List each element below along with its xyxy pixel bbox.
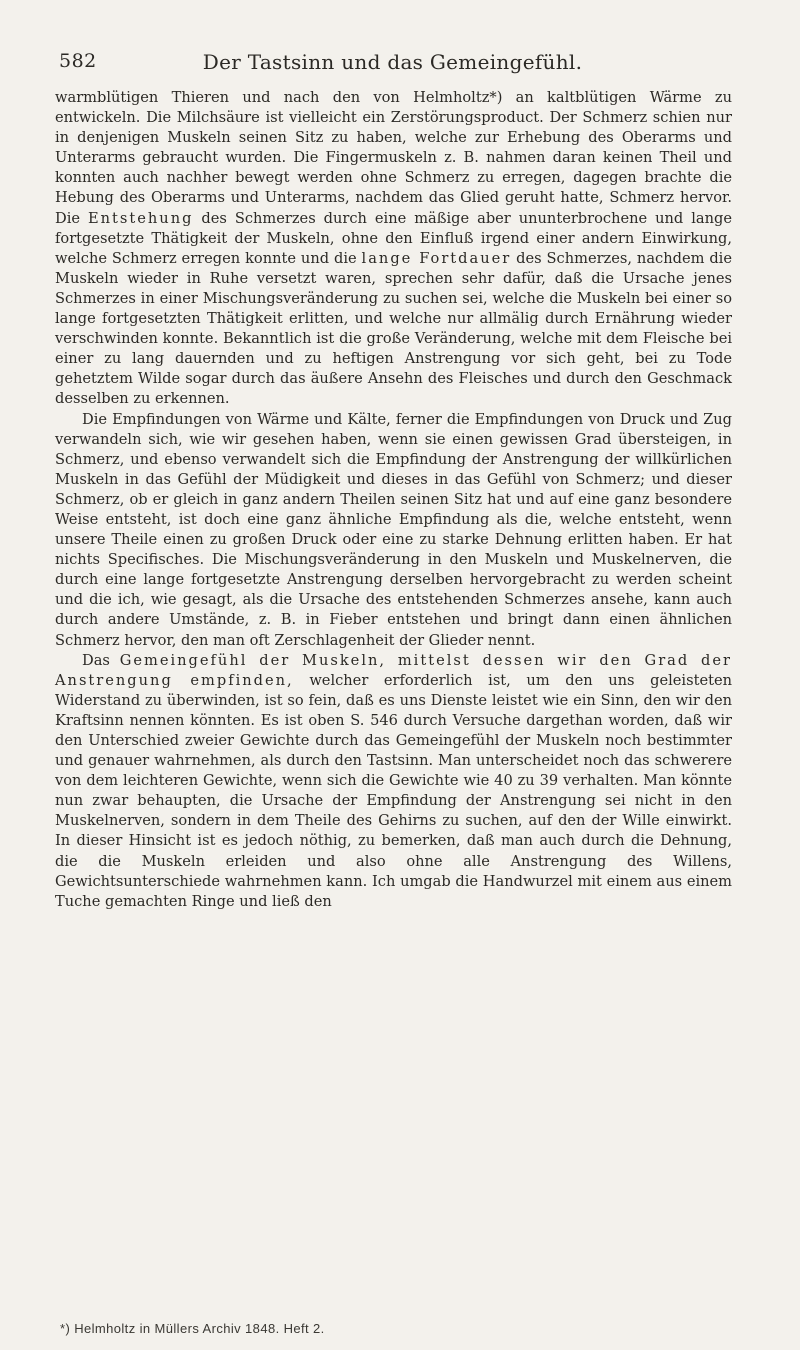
text-run: warmblütigen Thieren und nach den von Helmholtz*) an kaltblütigen Wärme zu entwickeln. Die Milchsäure ist vielleicht ein Zerstörungsproduct. Der Schmerz schien nur in denjenigen Muskeln seinen Sitz zu haben, welche zur Erhebung des Oberarms und Unterarms gebraucht wurden. Die Fingermuskeln z. B. nahmen daran keinen Theil und konnten auch nachher bewegt werden ohne Schmerz zu erregen, dagegen brachte die Hebung des Oberarms und Unterarms, nachdem das Glied geruht hatte, Schmerz hervor. Die [55,89,732,227]
paragraph [55,651,732,912]
page-header [55,50,730,78]
spaced-emphasis: Gemeingefühl der Muskeln, mittelst dessen wir den Grad der Anstrengung empfinden, [55,651,732,689]
footnote: *) Helmholtz in Müllers Archiv 1848. Heft 2. [60,1321,325,1336]
spaced-emphasis: Entstehung [87,209,194,227]
text-run: Die Empfindungen von Wärme und Kälte, ferner die Empfindungen von Druck und Zug verwandeln sich, wie wir gesehen haben, wenn sie einen gewissen Grad übersteigen, in Schmerz, und ebenso verwandelt sich die Empfindung der Anstrengung der willkürlichen Muskeln in das Gefühl der Müdigkeit und dieses in das Gefühl von Schmerz; und dieser Schmerz, ob er gleich in ganz andern Theilen seinen Sitz hat und auf eine ganz besondere Weise entsteht, ist doch eine ganz ähnliche Empfindung als die, welche entsteht, wenn unsere Theile einen zu großen Druck oder eine zu starke Dehnung erlitten haben. Er hat nichts Specifisches. Die Mischungsveränderung in den Muskeln und Muskelnerven, die durch eine lange fortgesetzte Anstrengung derselben hervorgebracht zu werden scheint und die ich, wie gesagt, als die Ursache des entstehenden Schmerzes ansehe, kann auch durch andere Umstände, z. B. in Fieber entstehen und bringt dann einen ähnlichen Schmerz hervor, den man oft Zerschlagenheit der Glieder nennt. [55,410,732,649]
spaced-emphasis: lange Fortdauer [361,249,512,267]
page-number: 582 [59,50,97,72]
text-run: des Schmerzes durch eine mäßige aber ununterbrochene und lange fortgesetzte Thätigkeit der Muskeln, ohne den Einfluß irgend einer andern Einwirkung, welche Schmerz erregen konnte und die [55,209,732,267]
body-text [55,88,732,912]
text-run: des Schmerzes, nachdem die Muskeln wieder in Ruhe versetzt waren, sprechen sehr dafür, daß die Ursache jenes Schmerzes in einer Mischungsveränderung zu suchen sei, welche die Muskeln bei einer so lange fortgesetzten Thätigkeit erlitten, und welche nur allmälig durch Ernährung wieder verschwinden konnte. Bekanntlich ist die große Veränderung, welche mit dem Fleische bei einer zu lang dauernden und zu heftigen Anstrengung vor sich geht, bei zu Tode gehetztem Wilde sogar durch das äußere Ansehn des Fleisches und durch den Geschmack desselben zu erkennen. [55,249,732,408]
paragraph [55,88,732,410]
text-run: Das [82,651,120,669]
text-run: welcher erforderlich ist, um den uns geleisteten Widerstand zu überwinden, ist so fein, daß es uns Dienste leistet wie ein Sinn, den wir den Kraftsinn nennen könnten. Es ist oben S. 546 durch Versuche dargethan worden, daß wir den Unterschied zweier Gewichte durch das Gemeingefühl der Muskeln noch bestimmter und genauer wahrnehmen, als durch den Tastsinn. Man unterscheidet noch das schwerere von dem leichteren Gewichte, wenn sich die Gewichte wie 40 zu 39 verhalten. Man könnte nun zwar behaupten, die Ursache der Empfindung der Anstrengung sei nicht in den Muskelnerven, sondern in dem Theile des Gehirns zu suchen, auf den der Wille einwirkt. In dieser Hinsicht ist es jedoch nöthig, zu bemerken, daß man auch durch die Dehnung, die die Muskeln erleiden und also ohne alle Anstrengung des Willens, Gewichtsunterschiede wahrnehmen kann. Ich umgab die Handwurzel mit einem aus einem Tuche gemachten Ringe und ließ den [55,671,732,910]
running-head: Der Tastsinn und das Gemeingefühl. [202,50,583,74]
paragraph [55,410,732,651]
